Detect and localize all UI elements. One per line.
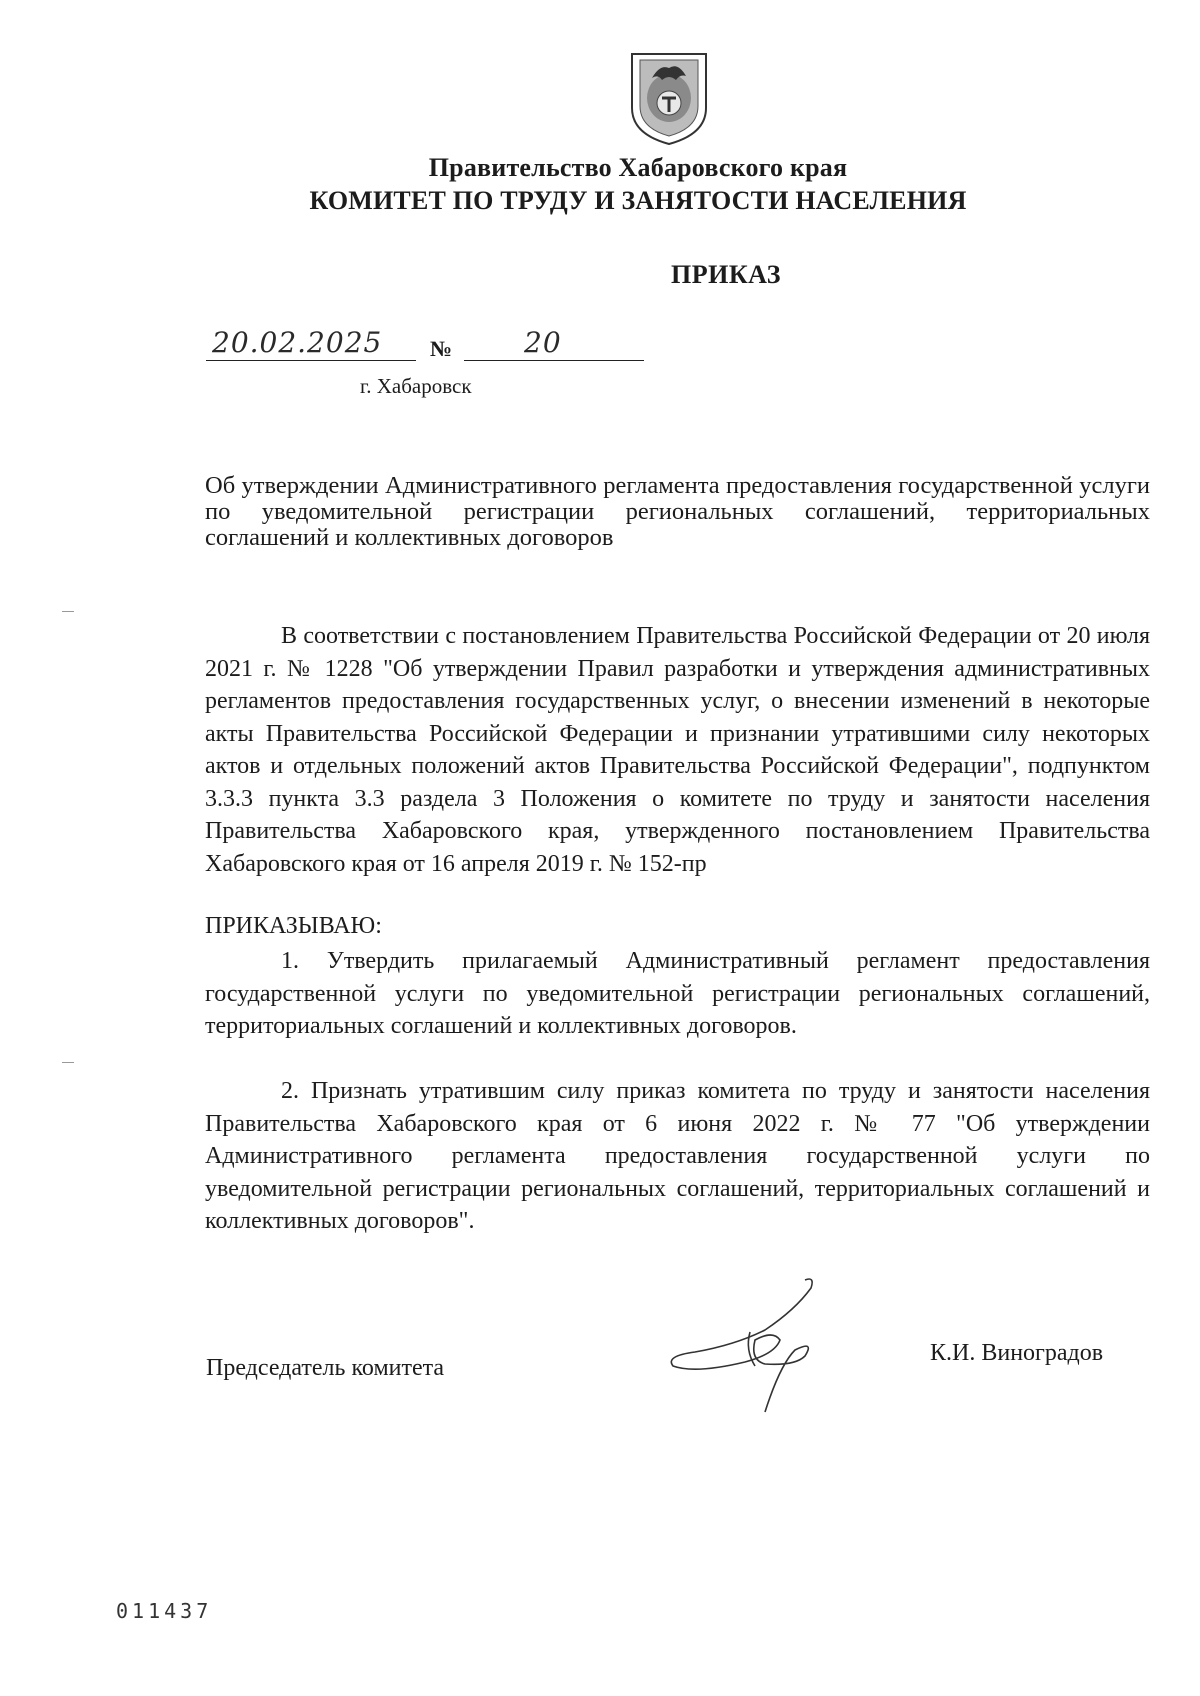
scan-mark (62, 611, 74, 612)
committee-title: КОМИТЕТ ПО ТРУДУ И ЗАНЯТОСТИ НАСЕЛЕНИЯ (309, 186, 967, 215)
signatory-name: К.И. Виноградов (930, 1340, 1104, 1366)
number-underline (464, 360, 644, 361)
date-underline (206, 360, 416, 361)
preamble-paragraph: В соответствии с постановлением Правительства Российской Федерации от 20 июля 2021 г. № 1228 "Об утверждении Правил разработки и утверждения административных регламентов предоставления государственных услуг, о внесении изменений в некоторые акты Правительства Российской Федерации и признании утратившими силу некоторых актов и отдельных положений актов Правительства Российской Федерации", подпунктом 3.3.3 пункта 3.3 раздела 3 Положения о комитете по труду и занятости населения Правительства Хабаровского края, утвержденного постановлением Правительства Хабаровского края от 16 апреля 2019 г. № 152-пр (205, 623, 1150, 877)
order-date: 20.02.2025 (212, 326, 383, 359)
number-sign: № (430, 336, 453, 361)
government-title: Правительство Хабаровского края (428, 153, 848, 182)
scan-mark (62, 1062, 74, 1063)
handwritten-signature (655, 1270, 840, 1420)
signatory-title: Председатель комитета (206, 1355, 445, 1381)
city-label: г. Хабаровск (360, 374, 472, 398)
order-number: 20 (524, 326, 562, 359)
document-serial-number: 011437 (116, 1599, 213, 1623)
order-item-2: 2. Признать утратившим силу приказ комитета по труду и занятости населения Правительства Хабаровского края от 6 июня 2022 г. № 77 "Об утверждении Административного регламента предоставления государственной услуги по уведомительной регистрации региональных соглашений, территориальных соглашений и коллективных договоров". (205, 1078, 1150, 1234)
order-directive-word: ПРИКАЗЫВАЮ: (205, 913, 382, 939)
document-type-title: ПРИКАЗ (671, 260, 782, 289)
order-subject: Об утверждении Административного регламента предоставления государственной услуги по уведомительной регистрации региональных соглашений, территориальных соглашений и коллективных договоров (205, 472, 1150, 551)
order-item-1: 1. Утвердить прилагаемый Административный регламент предоставления государственной услуги по уведомительной регистрации региональных соглашений, территориальных соглашений и коллективных договоров. (205, 948, 1150, 1039)
coat-of-arms-emblem (626, 48, 712, 148)
